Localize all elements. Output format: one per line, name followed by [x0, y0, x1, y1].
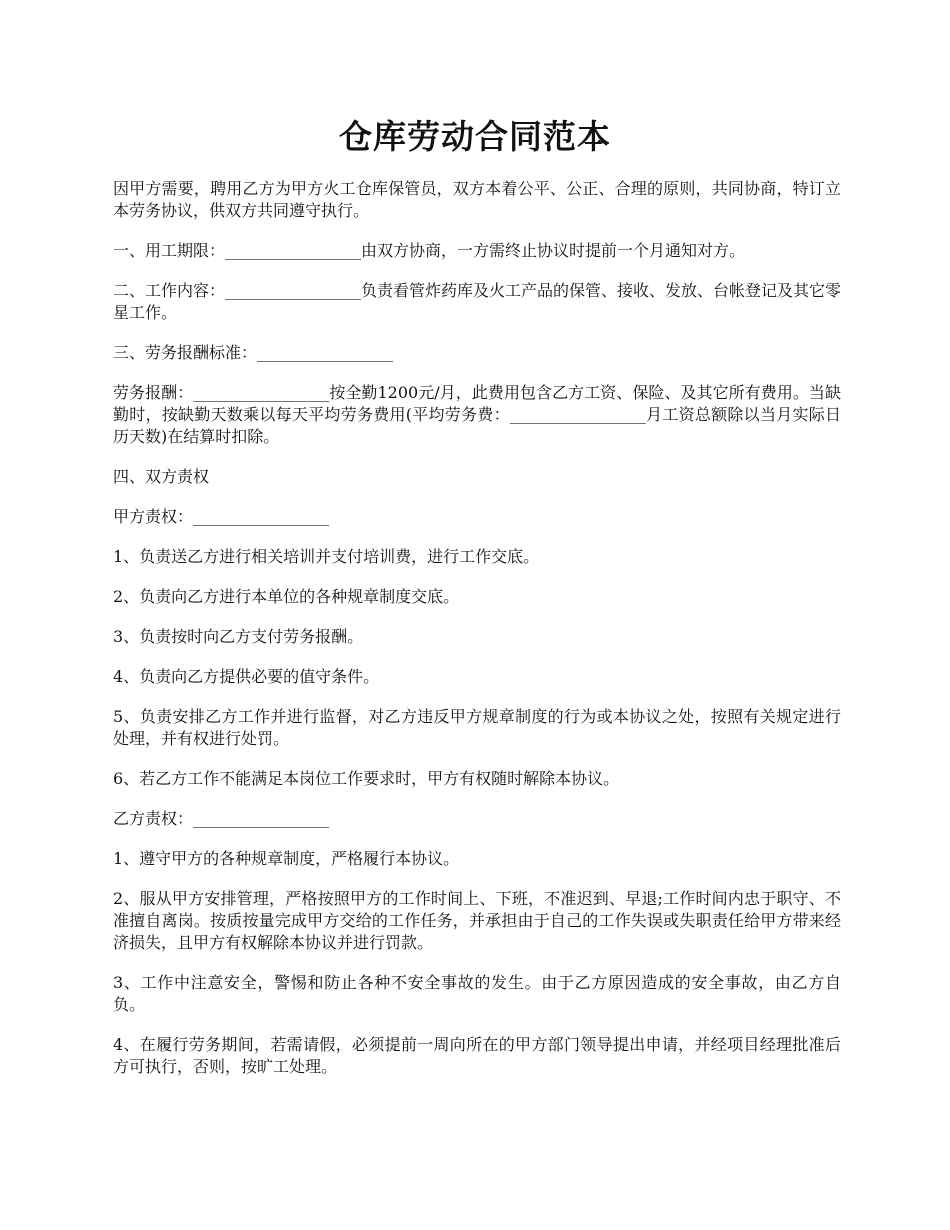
party-a-item-4: 4、负责向乙方提供必要的值守条件。: [113, 667, 380, 686]
document-body: [113, 178, 841, 1096]
party-a-item-2: 2、负责向乙方进行本单位的各种规章制度交底。: [113, 587, 460, 606]
section-heading-rights: 四、双方责权: [113, 467, 210, 486]
document-title: 仓库劳动合同范本: [339, 117, 611, 156]
party-b-item-3: 3、工作中注意安全，警惕和防止各种不安全事故的发生。由于乙方原因造成的安全事故，由乙方自负。: [113, 973, 841, 1014]
party-b-item-2: 2、服从甲方安排管理，严格按照甲方的工作时间上、下班，不准迟到、早退;工作时间内忠于职守、不准擅自离岗。按质按量完成甲方交给的工作任务，并承担由于自己的工作失误或失职责任给甲方带来经济损失，且甲方有权解除本协议并进行罚款。: [113, 889, 841, 952]
party-a-item-1: 1、负责送乙方进行相关培训并支付培训费，进行工作交底。: [113, 547, 540, 566]
paragraph-employment-term: 一、用工期限：_________________由双方协商，一方需终止协议时提前一个月通知对方。: [113, 241, 746, 260]
party-b-rights-heading: 乙方责权：_________________: [113, 809, 330, 828]
party-a-item-3: 3、负责按时向乙方支付劳务报酬。: [113, 627, 364, 646]
paragraph-remuneration: 劳务报酬：_________________按全勤1200元/月，此费用包含乙方工资、保险、及其它所有费用。当缺勤时，按缺勤天数乘以每天平均劳务费用(平均劳务费：_________________月工资总额除以当月实际日历天数)在结算时扣除。: [113, 383, 841, 446]
paragraph-remuneration-standard: 三、劳务报酬标准：_________________: [113, 343, 394, 362]
party-a-rights-heading: 甲方责权：_________________: [113, 507, 330, 526]
paragraph-work-content: 二、工作内容：_________________负责看管炸药库及火工产品的保管、接收、发放、台帐登记及其它零星工作。: [113, 281, 842, 322]
party-b-item-1: 1、遵守甲方的各种规章制度，严格履行本协议。: [113, 849, 460, 868]
party-a-item-6: 6、若乙方工作不能满足本岗位工作要求时，甲方有权随时解除本协议。: [113, 769, 620, 788]
party-b-item-4: 4、在履行劳务期间，若需请假，必须提前一周向所在的甲方部门领导提出申请，并经项目经理批准后方可执行，否则，按旷工处理。: [113, 1035, 841, 1076]
paragraph-intro: 因甲方需要，聘用乙方为甲方火工仓库保管员，双方本着公平、公正、合理的原则，共同协商，特订立本劳务协议，供双方共同遵守执行。: [113, 179, 841, 220]
party-a-item-5: 5、负责安排乙方工作并进行监督，对乙方违反甲方规章制度的行为或本协议之处，按照有关规定进行处理，并有权进行处罚。: [113, 707, 841, 748]
